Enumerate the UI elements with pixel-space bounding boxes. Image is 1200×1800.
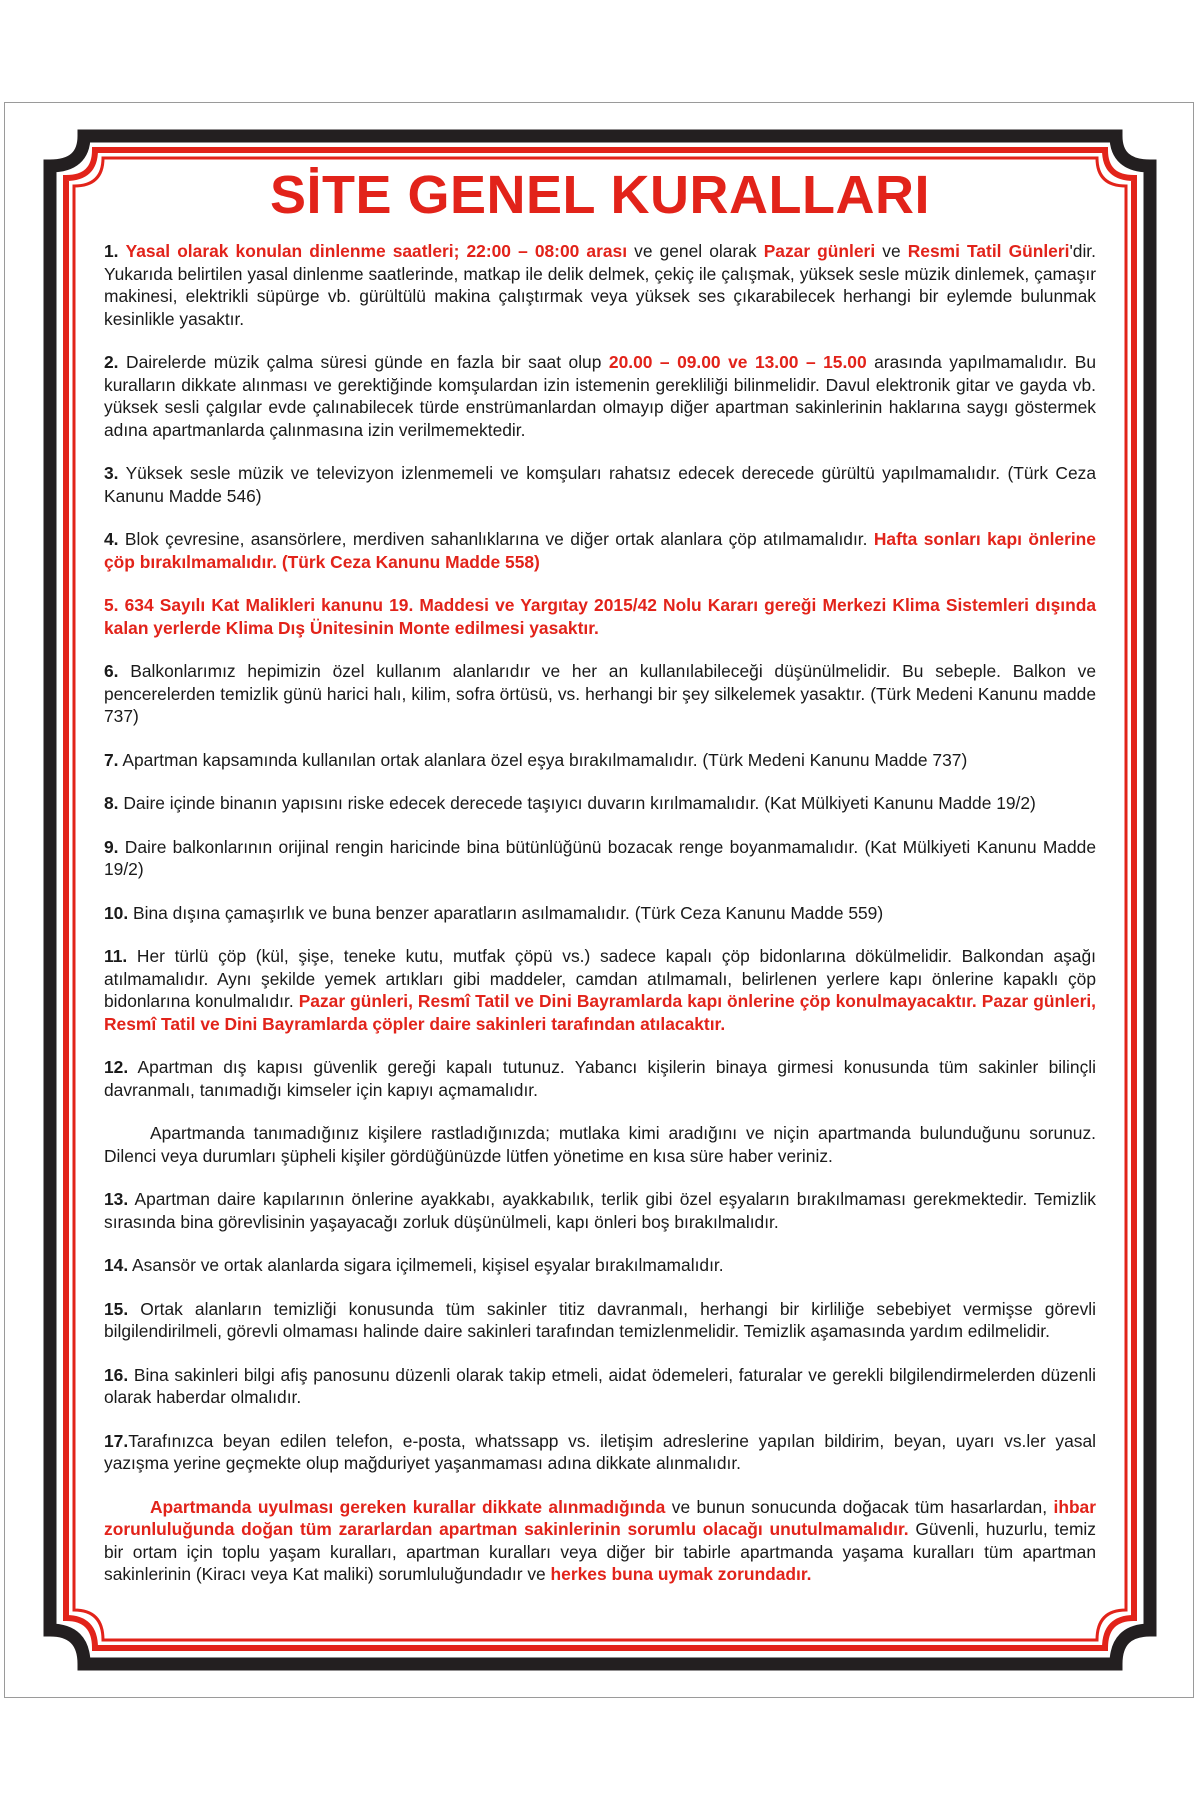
rule-text: Apartman dış kapısı güvenlik gereği kapalı tutunuz. Yabancı kişilerin binaya girmesi konusunda tüm sakinler bilinçli davranmalı, tanımadığı kimseler için kapıyı açmamalıdır. [104, 1057, 1096, 1100]
rule-text: Daire balkonlarının orijinal rengin haricinde bina bütünlüğünü bozacak renge boyanmamalıdır. (Kat Mülkiyeti Kanunu Madde 19/2) [104, 836, 1096, 879]
rule-14 [104, 1254, 1096, 1277]
rule-number: 7. [104, 749, 119, 770]
page-title: SİTE GENEL KURALLARI [269, 165, 931, 225]
rule-text: Balkonlarımız hepimizin özel kullanım alanlarıdır ve her an kullanılabileceği düşünülmelidir. Bu sebeple. Balkon ve pencerelerden temizlik günü harici halı, kilim, sofra örtüsü, vs. herhangi bir şey silkelemek yasaktır. (Türk Medeni Kanunu madde 737) [104, 661, 1096, 726]
rules-content [104, 165, 1097, 1607]
rule-number: 12. [104, 1057, 129, 1077]
rule-number: 10. [104, 902, 129, 923]
rule-number: 13. [104, 1189, 129, 1209]
rule-3 [104, 462, 1096, 507]
rule-text: Apartman daire kapılarının önlerine ayakkabı, ayakkabılık, terlik gibi özel eşyaların bırakılmaması gerekmektedir. Temizlik sırasında bina görevlisinin yaşayacağı zorluk düşünülmeli, kapı önleri boş bırakılmalıdır. [104, 1189, 1096, 1232]
rule-4 [104, 528, 1096, 573]
rule-text: 'dir. Yukarıda belirtilen yasal dinlenme saatlerinde, matkap ile delik delmek, çekiç ile çalışmak, yüksek sesle müzik dinlemek, çamaşır makinesi, elektrikli süpürge vb. gürültülü makina çalıştırmak veya yüksek ses çıkarabilecek herhangi bir eylemde bulunmak kesinlikle yasaktır. [104, 241, 1096, 329]
rule-highlight: Pazar günleri, Resmî Tatil ve Dini Bayramlarda kapı önlerine çöp konulmayacaktır. Pazar günleri, Resmî Tatil ve Dini Bayramlarda çöpler daire sakinleri tarafından atılacaktır. [104, 991, 1096, 1034]
rule-7 [104, 749, 1096, 772]
rule-number: 8. [104, 793, 119, 813]
closing-highlight: herkes buna uymak zorundadır. [550, 1564, 812, 1584]
rule-11 [104, 945, 1096, 1035]
rule-6 [104, 660, 1096, 728]
rule-text: Bina sakinleri bilgi afiş panosunu düzenli olarak takip etmeli, aidat ödemeleri, faturalar ve gerekli bilgilendirmelerden düzenli olarak haberdar olmalıdır. [104, 1364, 1096, 1407]
rule-highlight: Pazar günleri [763, 241, 876, 261]
rule-8 [104, 792, 1096, 815]
rule-number: 9. [104, 836, 119, 857]
rule-13 [104, 1188, 1096, 1233]
rule-text: Yüksek sesle müzik ve televizyon izlenmemeli ve komşuları rahatsız edecek derecede gürültü yapılmamalıdır. (Türk Ceza Kanunu Madde 546) [104, 463, 1096, 506]
rule-text: ve [875, 241, 908, 261]
rule-number: 11. [104, 946, 128, 966]
rule-text: arasında yapılmamalıdır. Bu kuralların dikkate alınması ve gerektiğinde komşulardan izin istemenin gerekliliği bilinmelidir. Davul elektronik gitar ve gayda vb. yüksek sesli çalgılar evde çalınabilecek türde enstrümanlardan olmayıp diğer apartman sakinlerinin haklarına saygı göstermek adına apartmanlarda çalınmasına izin verilmemektedir. [104, 352, 1096, 440]
rule-text: Asansör ve ortak alanlarda sigara içilmemeli, kişisel eşyalar bırakılmamalıdır. [128, 1255, 724, 1275]
closing-text: ve bunun sonucunda doğacak tüm hasarlardan, [665, 1496, 1054, 1517]
rule-text: ve genel olarak [627, 241, 764, 261]
rule-text: Tarafınızca beyan edilen telefon, e-posta, whatssapp vs. iletişim adreslerine yapılan bildirim, beyan, uyarı vs.ler yasal yazışma yerine geçmekte olup mağduriyet yaşanmaması adına dikkate alınmalıdır. [104, 1430, 1096, 1473]
rule-text: Her türlü çöp (kül, şişe, teneke kutu, mutfak çöpü vs.) sadece kapalı çöp bidonlarına dökülmelidir. Balkondan aşağı atılmamalıdır. Aynı şekilde yemek artıkları gibi maddeler, camdan atılmamalı, belirlenen yerlere kapı önlerine kapaklı çöp bidonlarına konulmalıdır. [104, 946, 1096, 1011]
rule-12 [104, 1056, 1096, 1101]
closing-text: Güvenli, huzurlu, temiz bir ortam için toplu yaşam kuralları, apartman kuralları veya diğer bir tabirle apartmanda yaşama kuralları tüm apartman sakinlerinin (Kiracı veya Kat maliki) sorumluluğundadır ve [104, 1519, 1096, 1584]
rule-number: 1. [104, 241, 119, 261]
rule-text: Dairelerde müzik çalma süresi günde en fazla bir saat olup [118, 352, 609, 372]
closing-highlight: Apartmanda uyulması gereken kurallar dikkate alınmadığında [150, 1496, 666, 1517]
rule-number: 15. [104, 1298, 129, 1319]
rule-text: Apartman kapsamında kullanılan ortak alanlara özel eşya bırakılmamalıdır. (Türk Medeni Kanunu Madde 737) [118, 749, 968, 770]
rule-15 [104, 1298, 1096, 1343]
rule-text: Ortak alanların temizliği konusunda tüm sakinler titiz davranmalı, herhangi bir kirliliğe sebebiyet vermişse görevli bilgilendirilmeli, görevli olmaması halinde daire sakinleri tarafından temizlenmelidir. Temizlik aşamasında yardım edilmelidir. [104, 1298, 1096, 1341]
rule-9 [104, 836, 1096, 881]
rule-text: Blok çevresine, asansörlere, merdiven sahanlıklarına ve diğer ortak alanlara çöp atılmamalıdır. [118, 529, 874, 549]
rule-1 [104, 240, 1096, 330]
closing-paragraph [104, 1496, 1096, 1586]
rule-number: 14. [104, 1255, 129, 1275]
rule-text: Bina dışına çamaşırlık ve buna benzer aparatların asılmamalıdır. (Türk Ceza Kanunu Madde 559) [128, 902, 884, 923]
rule-16 [104, 1364, 1096, 1409]
rule-highlight: Resmi Tatil Günleri [907, 241, 1070, 261]
rule-10 [104, 902, 1096, 925]
rule-highlight: 20.00 – 09.00 ve 13.00 – 15.00 [608, 352, 867, 372]
rule-number: 4. [104, 529, 119, 549]
rule-2 [104, 351, 1096, 441]
rule-17 [104, 1430, 1096, 1475]
rule-number: 3. [104, 463, 119, 483]
rule-highlight: Yasal olarak konulan dinlenme saatleri; 22:00 – 08:00 arası [125, 241, 628, 261]
rule-text: Daire içinde binanın yapısını riske edecek derecede taşıyıcı duvarın kırılmamalıdır. (Kat Mülkiyeti Kanunu Madde 19/2) [118, 793, 1036, 813]
rule-12-note: Apartmanda tanımadığınız kişilere rastladığınızda; mutlaka kimi aradığını ve niçin apartmanda bulunduğunu sorunuz. Dilenci veya durumları şüpheli kişiler gördüğünüzde lütfen yönetime en kısa süre haber veriniz. [104, 1123, 1096, 1166]
rule-5: 5. 634 Sayılı Kat Malikleri kanunu 19. Maddesi ve Yargıtay 2015/42 Nolu Kararı gereği Merkezi Klima Sistemleri dışında kalan yerlerde Klima Dış Ünitesinin Monte edilmesi yasaktır. [104, 595, 1096, 638]
rule-number: 16. [104, 1364, 129, 1385]
rule-highlight: Hafta sonları kapı önlerine çöp bırakılmamalıdır. (Türk Ceza Kanunu Madde 558) [104, 529, 1096, 572]
rule-number: 2. [104, 352, 119, 372]
closing-highlight: ihbar zorunluluğunda doğan tüm zararlardan apartman sakinlerinin sorumlu olacağı unutulmamalıdır. [104, 1496, 1097, 1539]
rule-number: 6. [104, 661, 119, 681]
rule-number: 17. [104, 1430, 129, 1451]
